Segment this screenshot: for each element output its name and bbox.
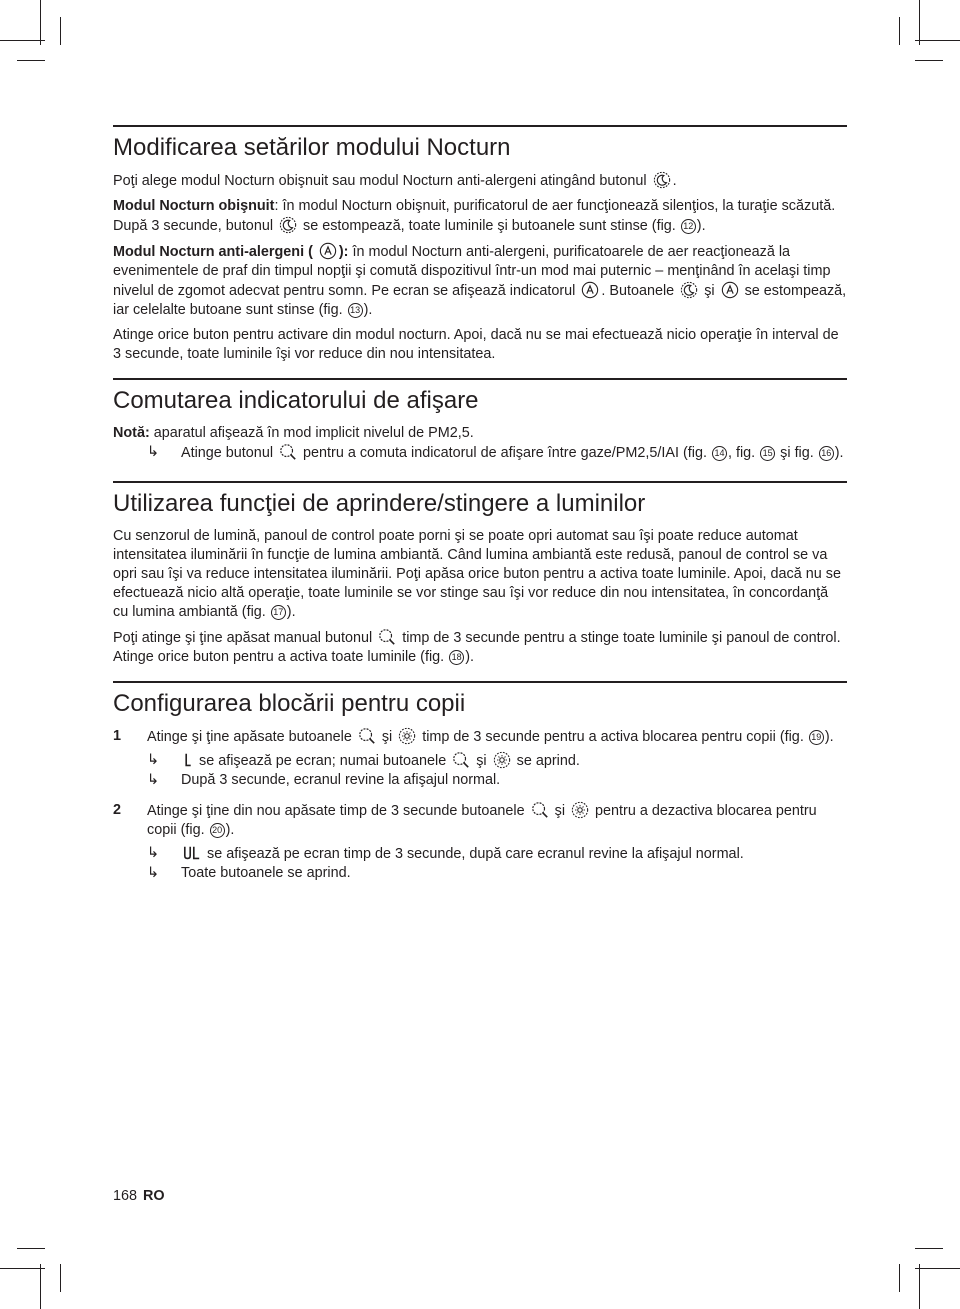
section-title: Utilizarea funcţiei de aprindere/stingere a luminilor bbox=[113, 490, 646, 517]
result-arrow-icon: ↳ bbox=[147, 865, 160, 881]
text: ). bbox=[465, 649, 474, 665]
result-item bbox=[113, 443, 847, 463]
note-label: Notă: bbox=[113, 425, 150, 441]
step-number: 1 bbox=[113, 728, 122, 744]
text: pentru a dezactiva blocarea pentru copii (fig. bbox=[147, 803, 817, 838]
moon-icon bbox=[680, 281, 698, 299]
figure-ref: 12 bbox=[681, 219, 696, 234]
text: se afişează pe ecran; numai butoanele bbox=[199, 753, 447, 769]
text: ). bbox=[696, 218, 706, 234]
text: şi bbox=[381, 729, 393, 745]
display-switch-icon bbox=[452, 751, 470, 769]
term-label: Modul Nocturn anti-alergeni ( bbox=[113, 244, 313, 260]
crop-mark bbox=[17, 60, 45, 61]
crop-mark bbox=[40, 0, 41, 45]
moon-icon bbox=[279, 216, 297, 234]
text: ). bbox=[225, 822, 235, 838]
result-item bbox=[113, 771, 847, 790]
text: Toate butoanele se aprind. bbox=[181, 865, 351, 881]
term-label: Modul Nocturn obişnuit bbox=[113, 198, 275, 214]
section-title: Configurarea blocării pentru copii bbox=[113, 690, 466, 717]
text: ). bbox=[363, 302, 373, 318]
moon-icon bbox=[653, 171, 671, 189]
display-switch-icon bbox=[279, 443, 297, 461]
crop-mark bbox=[915, 40, 960, 41]
text: şi bbox=[554, 803, 566, 819]
crop-mark bbox=[915, 1268, 960, 1269]
section-title: Modificarea setărilor modului Nocturn bbox=[113, 134, 511, 161]
text: timp de 3 secunde pentru a stinge toate luminile şi panoul de control. Atinge orice buton pentru a activa toate luminile (fig. bbox=[113, 630, 841, 665]
figure-ref: 14 bbox=[712, 446, 727, 461]
light-sun-icon bbox=[493, 751, 511, 769]
page-number: 168 bbox=[113, 1188, 138, 1204]
result-arrow-icon: ↳ bbox=[147, 444, 160, 460]
note bbox=[113, 424, 847, 443]
text: şi bbox=[704, 283, 715, 299]
step-number: 2 bbox=[113, 802, 122, 818]
light-sun-icon bbox=[398, 727, 416, 745]
crop-mark bbox=[60, 17, 61, 45]
text: în modul Nocturn anti-alergeni, purificatoarele de aer reacţionează la evenimentele de praf din timpul nopţii şi comută dispozitivul într-un mod mai puternic – menţinând în acelaşi timp nivelul de zgomot adecvat pentru somn. Pe ecran se afişează indicatorul bbox=[113, 244, 831, 299]
crop-mark bbox=[915, 1248, 943, 1249]
auto-mode-icon bbox=[581, 281, 599, 299]
figure-ref: 16 bbox=[819, 446, 834, 461]
text: Poţi alege modul Nocturn obişnuit sau modul Nocturn anti-alergeni atingând butonul bbox=[113, 173, 647, 189]
result-arrow-icon: ↳ bbox=[147, 772, 160, 788]
page-content bbox=[113, 125, 847, 883]
crop-mark bbox=[0, 40, 45, 41]
figure-ref: 17 bbox=[271, 605, 286, 620]
text: . Butoanele bbox=[601, 283, 675, 299]
paragraph bbox=[113, 628, 847, 667]
crop-mark bbox=[899, 17, 900, 45]
lock-display-l-icon bbox=[183, 751, 193, 769]
step-item bbox=[113, 727, 847, 747]
text: pentru a comuta indicatorul de afişare între gaze/PM2,5/IAI (fig. bbox=[303, 445, 707, 461]
text: aparatul afişează în mod implicit nivelul de PM2,5. bbox=[153, 425, 474, 441]
text: ). bbox=[286, 604, 296, 620]
crop-mark bbox=[919, 1264, 920, 1309]
text: se afişează pe ecran timp de 3 secunde, după care ecranul revine la afişajul normal. bbox=[207, 846, 744, 862]
display-switch-icon bbox=[358, 727, 376, 745]
display-switch-icon bbox=[531, 801, 549, 819]
step-item bbox=[113, 801, 847, 840]
text: timp de 3 secunde pentru a activa blocarea pentru copii (fig. bbox=[422, 729, 804, 745]
paragraph: Atinge orice buton pentru activare din modul nocturn. Apoi, dacă nu se mai efectuează nicio operaţie în interval de 3 secunde, toate luminile îşi vor reduce din nou intensitatea. bbox=[113, 327, 839, 362]
crop-mark bbox=[17, 1248, 45, 1249]
figure-ref: 19 bbox=[809, 730, 824, 745]
result-item bbox=[113, 844, 847, 864]
section-title: Comutarea indicatorului de afişare bbox=[113, 387, 479, 414]
term-label: ): bbox=[338, 244, 349, 260]
text: : în modul Nocturn obişnuit, purificatorul de aer funcţionează silenţios, la turaţie scăzută. După 3 secunde, butonul bbox=[113, 198, 836, 234]
text: ). bbox=[824, 729, 834, 745]
text: Poţi atinge şi ţine apăsat manual butonul bbox=[113, 630, 373, 646]
text: se aprind. bbox=[516, 753, 580, 769]
text: Atinge şi ţine apăsate butoanele bbox=[147, 729, 352, 745]
text: şi bbox=[476, 753, 487, 769]
text: Atinge şi ţine din nou apăsate timp de 3 secunde butoanele bbox=[147, 803, 525, 819]
crop-mark bbox=[60, 1264, 61, 1292]
text: . bbox=[672, 173, 677, 189]
section-display-indicator bbox=[113, 378, 847, 463]
auto-mode-icon bbox=[319, 242, 337, 260]
section-nocturn bbox=[113, 125, 847, 364]
crop-mark bbox=[40, 1264, 41, 1309]
display-switch-icon bbox=[378, 628, 396, 646]
paragraph bbox=[113, 527, 847, 622]
page-footer bbox=[113, 1188, 165, 1204]
section-lights bbox=[113, 481, 847, 667]
light-sun-icon bbox=[571, 801, 589, 819]
paragraph bbox=[113, 197, 847, 236]
text: se estompează, iar celelalte butoane sunt stinse (fig. bbox=[113, 283, 847, 318]
unlock-display-ul-icon bbox=[183, 844, 201, 862]
figure-ref: 13 bbox=[348, 303, 363, 318]
result-item bbox=[113, 864, 847, 883]
figure-ref: 18 bbox=[449, 650, 464, 665]
crop-mark bbox=[915, 60, 943, 61]
text: Cu senzorul de lumină, panoul de control poate porni şi se poate opri automat sau îşi poate reduce automat intensitatea iluminării în funcţie de lumina ambiantă. Când lumina ambiantă este redusă, panoul de control se va opri sau îşi va reduce intensitatea iluminării. Poţi apăsa orice buton pentru a activa toate luminile. Apoi, dacă nu se efectuează nicio altă operaţie, toate luminile se vor stinge sau îşi vor reduce din nou intensitatea, în concordanţă cu lumina ambiantă (fig. bbox=[113, 528, 841, 620]
paragraph bbox=[113, 242, 847, 320]
auto-mode-icon bbox=[721, 281, 739, 299]
crop-mark bbox=[919, 0, 920, 45]
text: Atinge butonul bbox=[181, 445, 274, 461]
figure-ref: 20 bbox=[210, 823, 225, 838]
text: După 3 secunde, ecranul revine la afişajul normal. bbox=[181, 772, 501, 788]
figure-ref: 15 bbox=[760, 446, 775, 461]
section-child-lock bbox=[113, 681, 847, 883]
language-code: RO bbox=[143, 1188, 165, 1204]
crop-mark bbox=[899, 1264, 900, 1292]
text: ). bbox=[834, 445, 844, 461]
result-item bbox=[113, 751, 847, 771]
text: şi fig. bbox=[780, 445, 814, 461]
result-arrow-icon: ↳ bbox=[147, 845, 160, 861]
crop-mark bbox=[0, 1268, 45, 1269]
paragraph bbox=[113, 171, 847, 191]
text: se estompează, toate luminile şi butoanele sunt stinse (fig. bbox=[303, 218, 676, 234]
result-arrow-icon: ↳ bbox=[147, 752, 160, 768]
text: , fig. bbox=[727, 445, 756, 461]
